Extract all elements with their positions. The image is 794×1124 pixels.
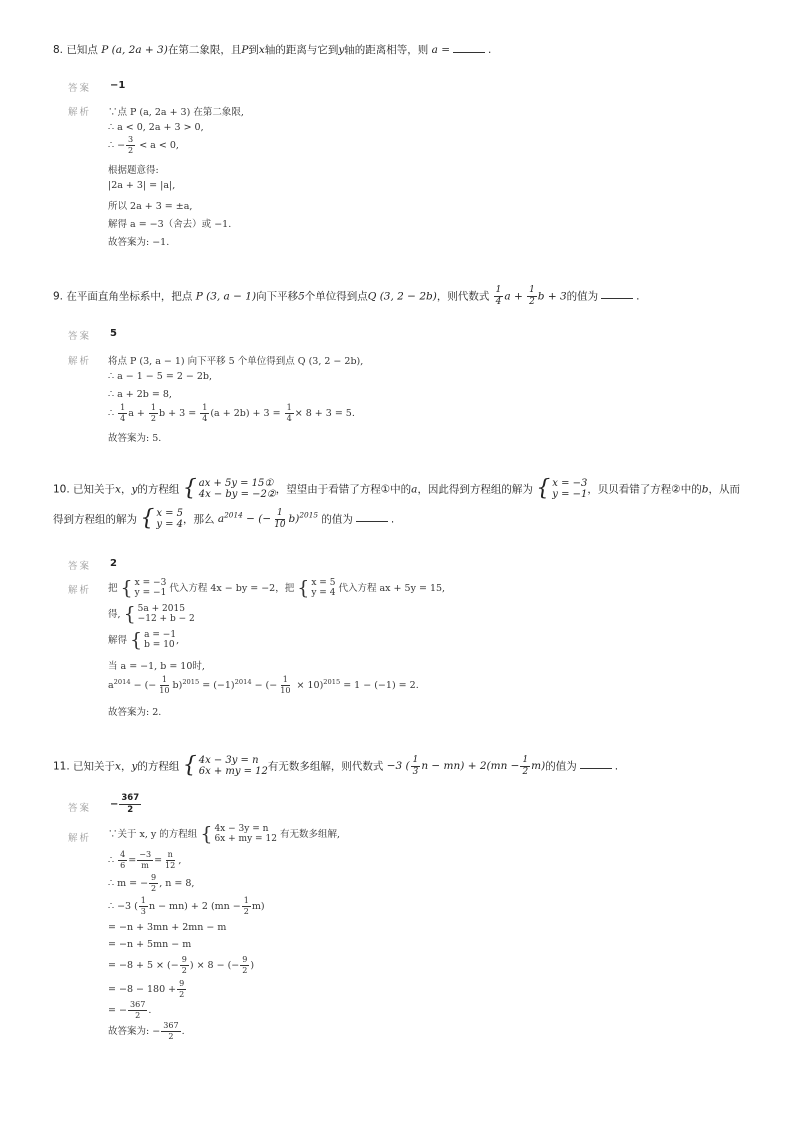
exponent: 2014	[234, 677, 252, 686]
denominator: 2	[150, 414, 157, 424]
denominator: 2	[181, 966, 187, 976]
denominator: 10	[159, 686, 170, 696]
denominator: 2	[179, 990, 185, 1000]
text: 故答案为: −	[108, 1026, 161, 1038]
numerator: 9	[177, 980, 186, 990]
question-10-stem-line2	[53, 508, 394, 531]
stem-text: 在平面直角坐标系中，把点	[66, 290, 193, 303]
fraction	[149, 874, 158, 893]
stem-text: 在第二象限，且	[167, 44, 242, 56]
equation-row: 6x + my = 12	[198, 766, 268, 778]
analysis-line: 所以 2a + 3 = ±a,	[108, 201, 193, 212]
stem-text: 轴的距离相等，则	[344, 44, 429, 56]
equation-row: x = −3	[134, 578, 167, 588]
text: , n = 8,	[159, 878, 195, 890]
answer-label: 答案	[68, 803, 92, 814]
analysis-line: ∵点 P (a, 2a + 3) 在第二象限,	[108, 107, 244, 118]
answer-label: 答案	[68, 561, 92, 572]
answer-value: 2	[110, 558, 117, 569]
fraction	[161, 1022, 180, 1041]
analysis-line: 解得 a = −3（舍去）或 −1.	[108, 219, 232, 230]
exponent: 2015	[299, 510, 319, 520]
analysis-line-fraction	[108, 1022, 185, 1041]
text: a	[108, 680, 114, 692]
numerator: 9	[180, 956, 189, 966]
text: ∴	[108, 408, 115, 420]
answer-blank	[356, 511, 388, 522]
denominator: 4	[120, 414, 126, 424]
stem-end: .	[488, 44, 492, 56]
text: = −8 − 180 +	[108, 984, 177, 996]
stem-end: .	[390, 513, 395, 526]
analysis-line	[108, 630, 179, 651]
stem-text: 的值为	[545, 760, 577, 773]
term: b)	[288, 513, 300, 526]
stem-text: ，因此得到方程组的解为	[417, 483, 533, 496]
analysis-line: 故答案为: 2.	[108, 707, 162, 718]
answer-label: 答案	[68, 331, 92, 342]
stem-text: ，望望由于看错了方程①中的	[275, 483, 412, 496]
analysis-line-expression	[108, 676, 419, 695]
denominator: 2	[128, 146, 134, 156]
fraction	[139, 897, 148, 916]
stem-text: 有无数多组解，则代数式	[267, 760, 384, 773]
numerator: n	[166, 851, 175, 861]
analysis-line: |2a + 3| = |a|,	[108, 180, 176, 191]
stem-text: 的值为	[321, 513, 353, 526]
denominator: 12	[165, 861, 176, 871]
equation-row: ax + 5y = 15①	[198, 478, 274, 489]
fraction	[242, 897, 251, 916]
exponent: 2015	[323, 677, 341, 686]
unknown-a: a =	[431, 44, 451, 56]
analysis-line-fraction	[108, 404, 355, 423]
denominator: 4	[495, 296, 502, 307]
numerator: 1	[118, 404, 127, 414]
point-expression: Q (3, 2 − 2b)	[367, 290, 437, 303]
fraction	[126, 136, 135, 155]
denominator: 2	[529, 296, 535, 307]
text: = −	[108, 1005, 127, 1017]
numerator: 1	[160, 676, 169, 686]
numerator: −3	[137, 851, 153, 861]
answer-label: 答案	[68, 83, 92, 94]
term: b + 3	[537, 290, 567, 303]
term: a +	[504, 290, 523, 303]
exponent: 2015	[182, 677, 200, 686]
denominator: 2	[242, 966, 248, 976]
numerator: 1	[412, 755, 419, 766]
equation-system: { 4x − 3y = n 6x + my = 12	[200, 822, 277, 845]
text: 得,	[108, 608, 121, 620]
var-a: a	[411, 483, 418, 496]
equation-row: y = −1	[134, 588, 167, 599]
analysis-line-fraction	[108, 851, 181, 870]
expression	[386, 755, 546, 777]
stem-text: 的方程组	[137, 483, 180, 496]
equation-row: 4x − 3y = n	[198, 755, 259, 766]
numerator: 1	[281, 676, 290, 686]
denominator: 2	[127, 804, 134, 815]
stem-text: 已知关于	[73, 760, 116, 773]
equation-row: x = 5	[311, 578, 336, 588]
stem-text: ，贝贝看错了方程②中的	[587, 483, 702, 496]
text: ∵关于 x, y 的方程组	[108, 828, 198, 840]
stem-text: 得到方程组的解为	[53, 513, 137, 526]
stem-text: ，从而	[708, 483, 740, 496]
equation-system: { 4x − 3y = n 6x + my = 12	[182, 753, 268, 779]
analysis-line: 当 a = −1, b = 10时,	[108, 661, 205, 672]
denominator: 4	[286, 414, 292, 424]
axis-x: x	[258, 44, 265, 56]
stem-text: 到	[248, 44, 259, 56]
fraction	[118, 404, 127, 423]
analysis-line	[108, 604, 195, 625]
numerator: 9	[149, 874, 158, 884]
var-y: y	[131, 483, 138, 496]
solution-system: { x = −3 y = −1	[120, 576, 167, 599]
answer-value	[110, 794, 142, 814]
text: .	[148, 1005, 152, 1017]
answer-blank	[580, 758, 612, 769]
stem-text: 轴的距离与它到	[264, 44, 339, 56]
text: b)	[172, 680, 183, 692]
question-10-stem-line1	[53, 478, 740, 501]
denominator: 2	[151, 884, 157, 894]
exponent: 2014	[113, 677, 131, 686]
point-expression: P (3, a − 1)	[195, 290, 257, 303]
question-11-stem	[53, 755, 618, 778]
numerator: 1	[200, 404, 209, 414]
answer-blank	[453, 42, 485, 53]
text: ∴ −3 (	[108, 901, 138, 913]
fraction	[527, 286, 537, 307]
fraction	[240, 956, 249, 975]
analysis-line-fraction	[108, 956, 254, 975]
fraction	[119, 794, 141, 814]
stem-end: .	[636, 290, 640, 303]
equation-row: 5a + 2015	[137, 604, 185, 614]
equation-row: −12 + b − 2	[137, 614, 195, 625]
numerator: 9	[240, 956, 249, 966]
equation-row: b = 10	[144, 640, 175, 651]
denominator: 4	[202, 414, 208, 424]
text: =	[128, 855, 137, 867]
numerator: 1	[277, 508, 283, 519]
question-9-stem	[53, 286, 639, 307]
numerator: 4	[118, 851, 127, 861]
stem-text: 个单位得到点	[304, 290, 368, 303]
solution-system: { x = 5 y = 4	[297, 576, 336, 599]
analysis-label: 解析	[68, 833, 92, 844]
analysis-line: 故答案为: −1.	[108, 237, 170, 248]
numerator: 367	[128, 1001, 147, 1011]
denominator: m	[141, 861, 149, 871]
stem-text: ，那么	[183, 513, 215, 526]
equation-row: y = −1	[552, 489, 588, 501]
analysis-line: 故答案为: 5.	[108, 433, 162, 444]
equation-row: 4x − by = −2②	[198, 489, 276, 501]
question-number: 10.	[53, 483, 74, 496]
text: −3 (	[386, 760, 410, 773]
numerator: 367	[161, 1022, 180, 1032]
var-b: b	[701, 483, 709, 496]
point-expression: P (a, 2a + 3)	[101, 44, 168, 56]
denominator: 2	[243, 907, 249, 917]
solution-system: { x = −3 y = −1	[536, 476, 588, 502]
text: = (−1)	[199, 680, 235, 692]
analysis-line-fraction	[108, 136, 179, 155]
text: × 8 + 3 = 5.	[294, 408, 355, 420]
question-8-stem	[53, 42, 491, 57]
fraction	[137, 851, 153, 870]
fraction	[494, 286, 504, 307]
stem-text: 的值为	[566, 290, 599, 303]
fraction	[200, 404, 209, 423]
answer-blank	[601, 288, 633, 299]
equation-row: x = 5	[156, 508, 183, 519]
analysis-label: 解析	[68, 107, 92, 118]
var-x: x	[115, 760, 121, 773]
text: − (−	[251, 680, 278, 692]
text: n − mn) + 2 (mn −	[148, 901, 241, 913]
text: .	[181, 1026, 185, 1038]
question-number: 8.	[53, 44, 67, 56]
number: 5	[298, 290, 305, 303]
fraction	[128, 1001, 147, 1020]
numerator: 1	[285, 404, 294, 414]
analysis-line: 根据题意得:	[108, 165, 159, 176]
text: = 1 − (−1) = 2.	[340, 680, 419, 692]
text: ∴ m = −	[108, 878, 149, 890]
denominator: 10	[274, 519, 286, 530]
text: ) × 8 − (−	[189, 960, 240, 972]
text: 把	[108, 582, 118, 594]
question-number: 11.	[53, 760, 74, 773]
text: = −8 + 5 × (−	[108, 960, 179, 972]
stem-end: .	[614, 760, 619, 773]
text: m)	[251, 901, 265, 913]
stem-text: 的方程组	[137, 760, 180, 773]
fraction	[278, 676, 292, 695]
denominator: 2	[168, 1032, 174, 1042]
text: )	[250, 960, 255, 972]
numerator: 1	[242, 897, 251, 907]
stem-text: 已知点	[66, 44, 98, 56]
fraction	[272, 509, 287, 530]
text: =	[154, 855, 163, 867]
fraction	[520, 756, 530, 777]
equation-row: y = 4	[156, 519, 184, 531]
analysis-line-fraction	[108, 1001, 151, 1020]
analysis-label: 解析	[68, 356, 92, 367]
equation-system: { 5a + 2015 −12 + b − 2	[123, 602, 195, 625]
analysis-line-fraction	[108, 897, 265, 916]
fraction	[180, 956, 189, 975]
point-label: P	[241, 44, 249, 56]
answer-value: 5	[110, 328, 117, 339]
text: − (−	[130, 680, 157, 692]
numerator: 367	[121, 793, 140, 803]
base: a	[217, 513, 225, 526]
equation-row: y = 4	[311, 588, 336, 599]
analysis-line	[108, 578, 445, 599]
text: ,	[178, 855, 182, 867]
text: a +	[128, 408, 145, 420]
analysis-label: 解析	[68, 585, 92, 596]
var-x: x	[115, 483, 121, 496]
axis-y: y	[338, 44, 345, 56]
text: × 10)	[293, 680, 324, 692]
denominator: 2	[522, 766, 529, 777]
text: ,	[176, 634, 180, 646]
equation-row: a = −1	[144, 630, 177, 640]
analysis-line: = −n + 3mn + 2mn − m	[108, 922, 227, 933]
var-y: y	[131, 760, 138, 773]
analysis-line-fraction	[108, 980, 187, 999]
fraction	[411, 756, 421, 777]
numerator: 1	[522, 755, 529, 766]
solution-system: { x = 5 y = 4	[140, 506, 184, 532]
text: < a < 0,	[136, 140, 179, 152]
analysis-line: = −n + 5mn − m	[108, 939, 192, 950]
numerator: 3	[126, 136, 135, 146]
denominator: 3	[412, 766, 419, 777]
fraction	[177, 980, 186, 999]
analysis-line: ∴ a < 0, 2a + 3 > 0,	[108, 122, 204, 133]
text: ∴	[108, 855, 115, 867]
operator: − (−	[242, 513, 272, 526]
text: ∴ −	[108, 140, 126, 152]
expression	[217, 508, 319, 530]
fraction	[149, 404, 158, 423]
text: 解得	[108, 634, 128, 646]
denominator: 2	[135, 1011, 141, 1021]
question-number: 9.	[53, 290, 67, 303]
numerator: 1	[495, 285, 502, 295]
denominator: 10	[280, 686, 291, 696]
analysis-line: ∴ a − 1 − 5 = 2 − 2b,	[108, 371, 213, 382]
text: m)	[531, 760, 546, 773]
denominator: 3	[140, 907, 146, 917]
text: (a + 2b) + 3 =	[210, 408, 281, 420]
equation-row: 6x + my = 12	[214, 834, 277, 845]
stem-text: 向下平移	[256, 290, 299, 303]
analysis-line: 将点 P (3, a − 1) 向下平移 5 个单位得到点 Q (3, 2 − 2b),	[108, 356, 364, 367]
text: 有无数多组解,	[279, 828, 341, 840]
exponent: 2014	[224, 510, 243, 520]
separator: ，	[120, 483, 132, 496]
solution-system: { a = −1 b = 10	[130, 628, 177, 651]
analysis-line: ∴ a + 2b = 8,	[108, 389, 172, 400]
text: n − mn) + 2(mn −	[421, 760, 520, 773]
equation-row: 4x − 3y = n	[214, 824, 269, 834]
fraction	[118, 851, 127, 870]
text: 代入方程 4x − by = −2，把	[169, 582, 295, 594]
numerator: 1	[529, 285, 535, 295]
analysis-line-fraction	[108, 874, 194, 893]
separator: ，	[120, 760, 132, 773]
fraction	[163, 851, 177, 870]
stem-text: 已知关于	[73, 483, 116, 496]
equation-row: x = −3	[552, 478, 588, 489]
sign: −	[110, 799, 119, 810]
denominator: 6	[120, 861, 126, 871]
numerator: 1	[149, 404, 158, 414]
answer-value: −1	[110, 80, 126, 91]
fraction	[157, 676, 171, 695]
stem-text: ，则代数式	[436, 290, 490, 303]
fraction	[285, 404, 294, 423]
equation-system: { ax + 5y = 15① 4x − by = −2②	[182, 476, 276, 502]
text: 代入方程 ax + 5y = 15,	[338, 582, 446, 594]
text: b + 3 =	[159, 408, 197, 420]
analysis-line	[108, 824, 340, 845]
numerator: 1	[139, 897, 148, 907]
